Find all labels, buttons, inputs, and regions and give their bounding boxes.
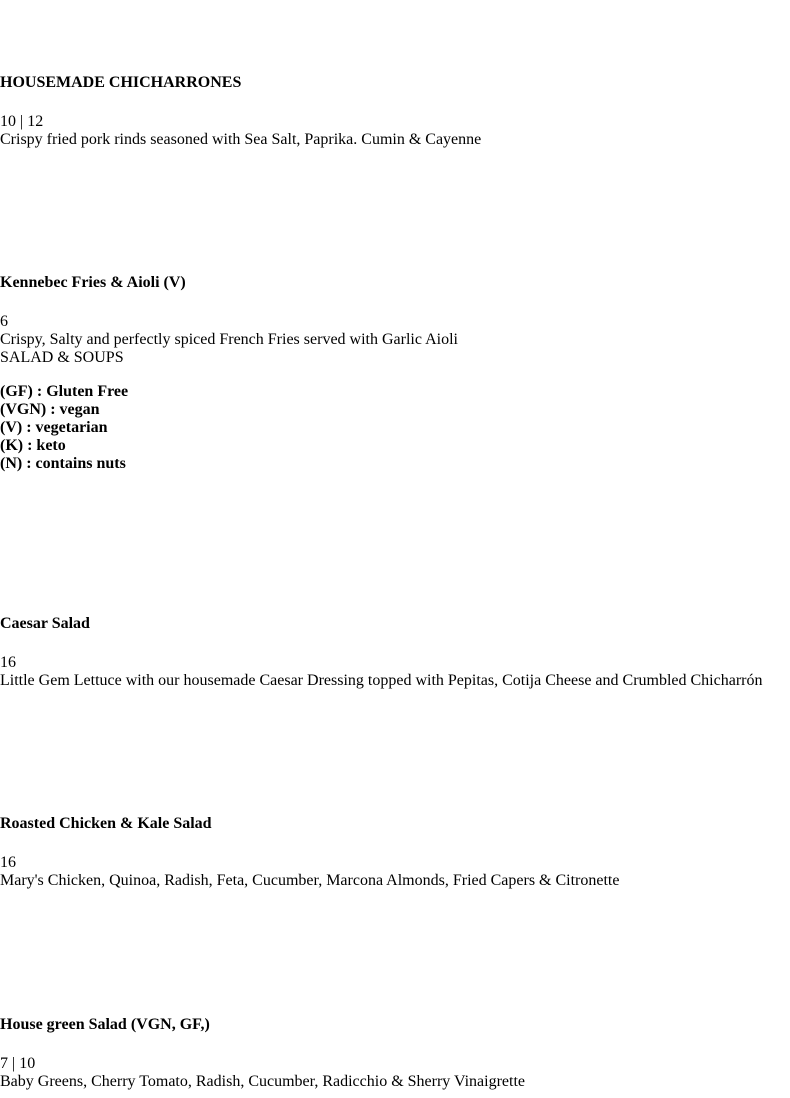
menu-item-title: Roasted Chicken & Kale Salad xyxy=(0,815,212,832)
legend-item-keto: (K) : keto xyxy=(0,437,66,454)
menu-item-description: Baby Greens, Cherry Tomato, Radish, Cucumber, Radicchio & Sherry Vinaigrette xyxy=(0,1073,526,1090)
legend-item-vegan: (VGN) : vegan xyxy=(0,401,100,418)
menu-item-description: Little Gem Lettuce with our housemade Caesar Dressing topped with Pepitas, Cotija Cheese and Crumbled Chicharrón xyxy=(0,672,763,689)
menu-item-title: HOUSEMADE CHICHARRONES xyxy=(0,74,242,91)
menu-item-price: 16 xyxy=(0,854,16,871)
menu-item-description: Mary's Chicken, Quinoa, Radish, Feta, Cucumber, Marcona Almonds, Fried Capers & Citronette xyxy=(0,872,620,889)
legend-item-gluten-free: (GF) : Gluten Free xyxy=(0,383,129,400)
menu-item-title: House green Salad (VGN, GF,) xyxy=(0,1016,210,1033)
dietary-legend xyxy=(0,383,128,473)
menu-item-title: Kennebec Fries & Aioli (V) xyxy=(0,274,186,291)
menu-item-price: 6 xyxy=(0,313,8,330)
menu-item-price: 16 xyxy=(0,654,16,671)
legend-item-contains-nuts: (N) : contains nuts xyxy=(0,455,126,472)
menu-item-price: 7 | 10 xyxy=(0,1055,36,1072)
menu-item-title: Caesar Salad xyxy=(0,615,90,632)
menu-item-price: 10 | 12 xyxy=(0,113,44,130)
legend-item-vegetarian: (V) : vegetarian xyxy=(0,419,108,436)
menu-item-description: Crispy, Salty and perfectly spiced French Fries served with Garlic Aioli xyxy=(0,331,458,348)
menu-item-description: Crispy fried pork rinds seasoned with Sea Salt, Paprika. Cumin & Cayenne xyxy=(0,131,482,148)
section-heading: SALAD & SOUPS xyxy=(0,349,124,366)
